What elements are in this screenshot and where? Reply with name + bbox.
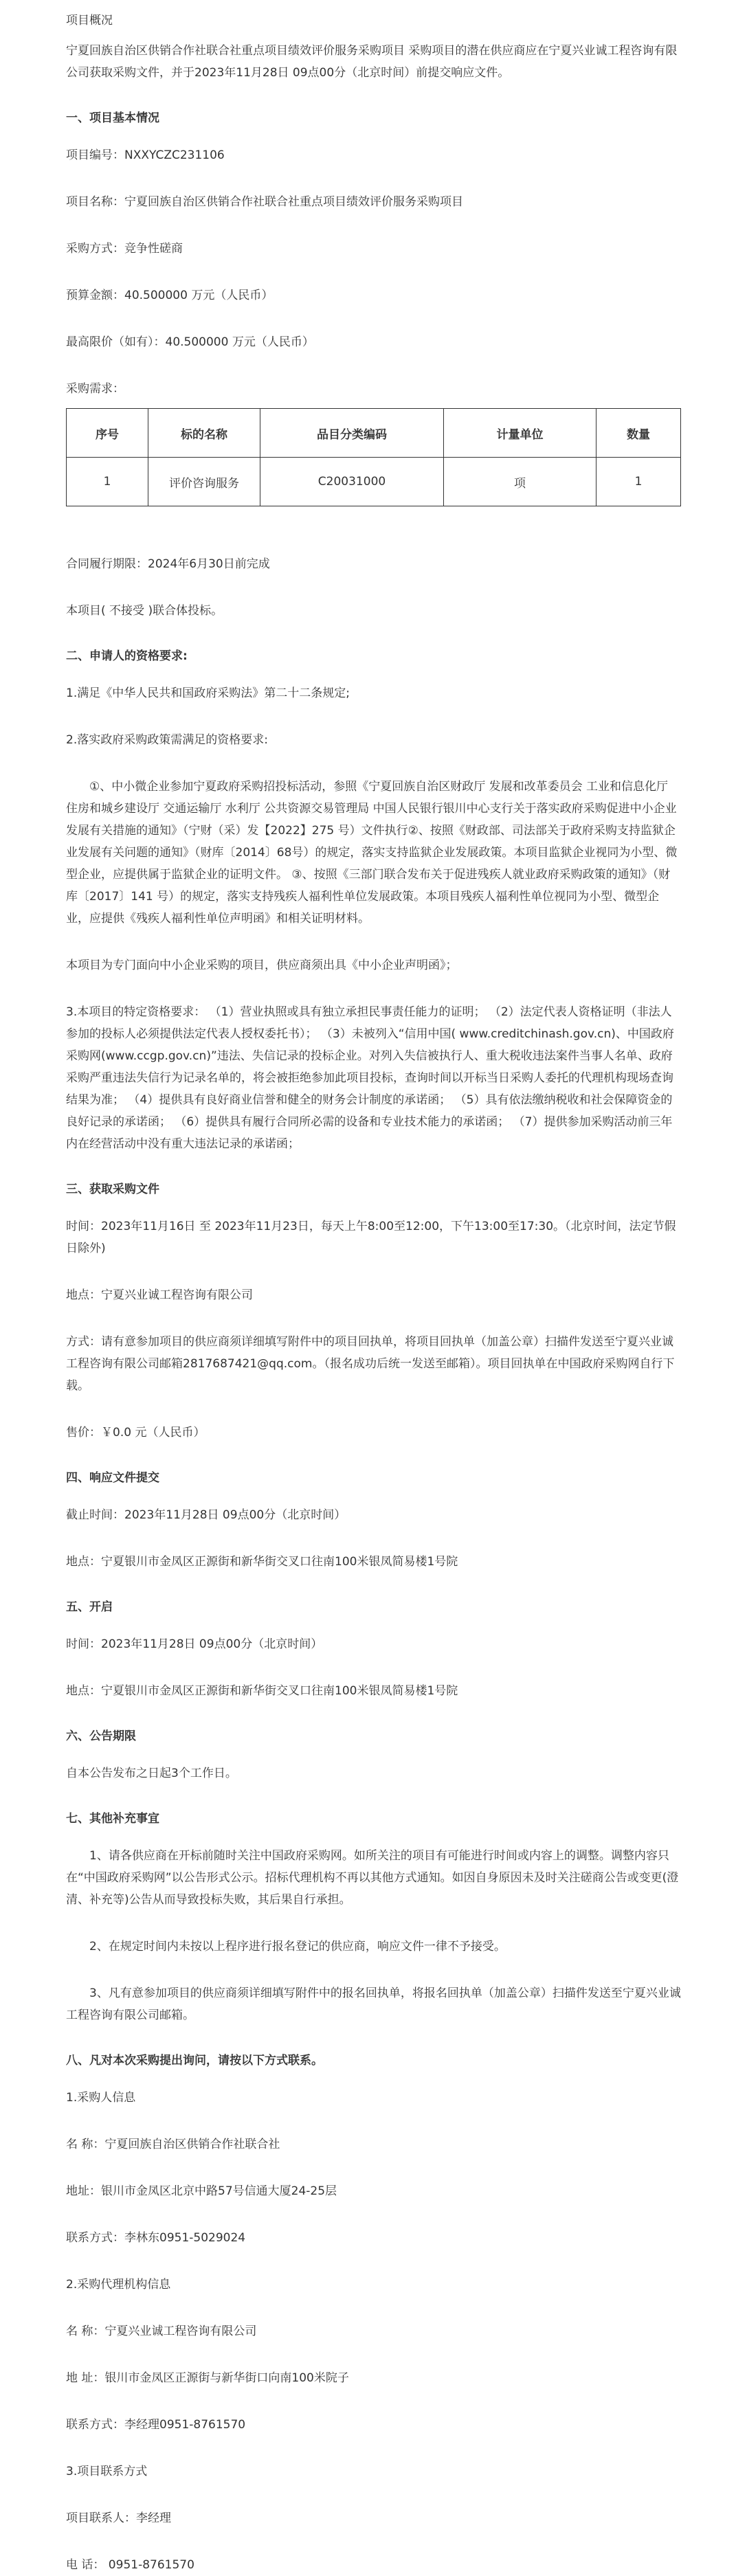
table-header-cell: 标的名称 [148,409,260,458]
table-header-cell: 序号 [67,409,148,458]
section-4-title: 四、响应文件提交 [66,1471,159,1485]
buyer-contact: 联系方式：李林东0951-5029024 [66,2231,246,2245]
table-header-row [67,409,681,458]
opening-place: 地点：宁夏银川市金凤区正源街和新华街交叉口往南100米银凤简易楼1号院 [66,1684,458,1698]
section-7-title: 七、其他补充事宜 [66,1812,159,1826]
table-cell: 1 [67,458,148,506]
supplement-item-1: 1、请各供应商在开标前随时关注中国政府采购网。如所关注的项目有可能进行时间或内容上的调整。调整内容只在“中国政府采购网”以公告形式公示。招标代理机构不再以其他方式通知。如因自身原因未及时关注磋商公告或变更(澄清、补充等)公告从而导致投标失败，其后果自行承担。 [66,1849,679,1907]
opening-time: 时间：2023年11月28日 09点00分（北京时间） [66,1637,323,1651]
submission-deadline: 截止时间：2023年11月28日 09点00分（北京时间） [66,1508,346,1522]
section-6-title: 六、公告期限 [66,1729,136,1743]
supplement-item-3: 3、凡有意参加项目的供应商须详细填写附件中的报名回执单，将报名回执单（加盖公章）扫描件发送至宁夏兴业诚工程咨询有限公司邮箱。 [66,1986,681,2022]
buyer-name: 名 称：宁夏回族自治区供销合作社联合社 [66,2138,280,2151]
contract-period: 合同履行期限：2024年6月30日前完成 [66,557,270,571]
buyer-heading: 1.采购人信息 [66,2091,136,2105]
agency-name: 名 称：宁夏兴业诚工程咨询有限公司 [66,2325,257,2338]
agency-address: 地 址：银川市金凤区正源街与新华街口向南100米院子 [66,2371,349,2385]
policy-text: ①、中小微企业参加宁夏政府采购招投标活动，参照《宁夏回族自治区财政厅 发展和改革委员会 工业和信息化厅 住房和城乡建设厅 交通运输厅 水利厅 公共资源交易管理局 中国人民银行银川中心支行关于落实政府采购促进中小企业发展有关措施的通知》（宁财（采）发【2022】275 号）文件执行②、按照《财政部、司法部关于政府采购支持监狱企业发展有关问题的通知》（财库〔2014〕68号）的规定，落实支持监狱企业发展政策。本项目监狱企业视同为小型、微型企业，应提供属于监狱企业的证明文件。 ③、按照《三部门联合发布关于促进残疾人就业政府采购政策的通知》（财库〔2017〕141 号）的规定，落实支持残疾人福利性单位发展政策。本项目残疾人福利性单位视同为小型、微型企业，应提供《残疾人福利性单位声明函》和相关证明材料。 [66,780,678,926]
table-cell: 项 [444,458,597,506]
doc-price: 售价：￥0.0 元（人民币） [66,1426,205,1440]
sme-note: 本项目为专门面向中小企业采购的项目，供应商须出具《中小企业声明函》； [66,959,458,972]
contact-person: 项目联系人：李经理 [66,2511,171,2525]
agency-contact: 联系方式：李经理0951-8761570 [66,2418,246,2432]
section-5-title: 五、开启 [66,1600,113,1614]
project-name: 项目名称：宁夏回族自治区供销合作社联合社重点项目绩效评价服务采购项目 [66,195,463,209]
supplement-item-2: 2、在规定时间内未按以上程序进行报名登记的供应商，响应文件一律不予接受。 [89,1940,506,1953]
qualification-item-1: 1.满足《中华人民共和国政府采购法》第二十二条规定; [66,686,350,700]
section-1-title: 一、项目基本情况 [66,111,159,125]
table-cell: C20031000 [260,458,444,506]
doc-acquire-method: 方式：请有意参加项目的供应商须详细填写附件中的项目回执单，将项目回执单（加盖公章）扫描件发送至宁夏兴业诚工程咨询有限公司邮箱2817687421@qq.com。（报名成功后统一发送至邮箱）。项目回执单在中国政府采购网自行下载。 [66,1335,675,1393]
submission-place: 地点：宁夏银川市金凤区正源街和新华街交叉口往南100米银凤简易楼1号院 [66,1555,458,1569]
requirement-label: 采购需求： [66,382,124,396]
contact-phone: 电 话： 0951-8761570 [66,2558,194,2572]
doc-acquire-place: 地点：宁夏兴业诚工程咨询有限公司 [66,1288,253,1302]
requirement-table [66,408,681,506]
doc-acquire-time: 时间：2023年11月16日 至 2023年11月23日，每天上午8:00至12:00，下午13:00至17:30。（北京时间，法定节假日除外) [66,1220,676,1255]
table-header-cell: 计量单位 [444,409,597,458]
qualification-item-2: 2.落实政府采购政策需满足的资格要求: [66,733,268,747]
overview-title: 项目概况 [66,14,113,27]
procurement-method: 采购方式：竞争性磋商 [66,242,183,256]
agency-heading: 2.采购代理机构信息 [66,2278,171,2292]
max-price: 最高限价（如有）：40.500000 万元（人民币） [66,335,314,349]
table-header-cell: 数量 [597,409,681,458]
project-number: 项目编号：NXXYCZC231106 [66,148,225,162]
notice-period: 自本公告发布之日起3个工作日。 [66,1767,237,1780]
buyer-address: 地址：银川市金凤区北京中路57号信通大厦24-25层 [66,2184,337,2198]
table-header-cell: 品目分类编码 [260,409,444,458]
qualification-item-3: 3.本项目的特定资格要求： （1）营业执照或具有独立承担民事责任能力的证明； （2）法定代表人资格证明（非法人参加的投标人必须提供法定代表人授权委托书）； （3）未被列入“信用中国( www.creditchinash.gov.cn)、中国政府采购网(www.ccgp.gov.cn)”违法、失信记录的投标企业。对列入失信被执行人、重大税收违法案件当事人名单、政府采购严重违法失信行为记录名单的，将会被拒绝参加此项目投标，查询时间以开标当日采购人委托的代理机构现场查询结果为准； （4）提供具有良好商业信誉和健全的财务会计制度的承诺函； （5）具有依法缴纳税收和社会保障资金的良好记录的承诺函； （6）提供具有履行合同所必需的设备和专业技术能力的承诺函； （7）提供参加采购活动前三年内在经营活动中没有重大违法记录的承诺函； [66,1005,674,1151]
section-2-title: 二、申请人的资格要求: [66,649,188,663]
overview-text: 宁夏回族自治区供销合作社联合社重点项目绩效评价服务采购项目 采购项目的潜在供应商应在宁夏兴业诚工程咨询有限公司获取采购文件，并于2023年11月28日 09点00分（北京时间）前提交响应文件。 [66,44,678,80]
table-cell: 评价咨询服务 [148,458,260,506]
section-8-title: 八、凡对本次采购提出询问，请按以下方式联系。 [66,2054,323,2068]
table-row [67,458,681,506]
table-cell: 1 [597,458,681,506]
consortium-policy: 本项目( 不接受 )联合体投标。 [66,604,223,618]
contact-heading: 3.项目联系方式 [66,2465,148,2478]
section-3-title: 三、获取采购文件 [66,1183,159,1196]
budget-amount: 预算金额：40.500000 万元（人民币） [66,289,274,302]
